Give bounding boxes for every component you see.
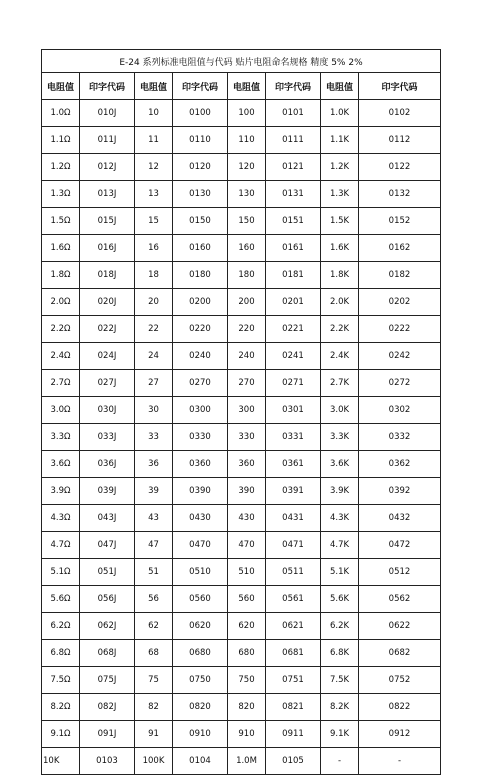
code-cell: 0102 <box>359 100 441 127</box>
resistance-cell: 9.1Ω <box>42 721 80 748</box>
resistance-cell: 360 <box>228 451 266 478</box>
resistance-cell: 1.1Ω <box>42 127 80 154</box>
code-cell: 0622 <box>359 613 441 640</box>
table-title-row <box>42 50 441 73</box>
resistance-cell: 2.4K <box>321 343 359 370</box>
resistance-cell: 220 <box>228 316 266 343</box>
code-cell: 082J <box>80 694 135 721</box>
code-cell: 0200 <box>173 289 228 316</box>
code-cell: 0222 <box>359 316 441 343</box>
code-cell: 0201 <box>266 289 321 316</box>
resistance-cell: 9.1K <box>321 721 359 748</box>
code-cell: 0150 <box>173 208 228 235</box>
resistance-cell: 2.0Ω <box>42 289 80 316</box>
header-code: 印字代码 <box>80 73 135 100</box>
code-cell: 0392 <box>359 478 441 505</box>
table-row <box>42 505 441 532</box>
resistance-cell: 24 <box>135 343 173 370</box>
code-cell: 0270 <box>173 370 228 397</box>
table-row <box>42 424 441 451</box>
resistance-cell: 1.5K <box>321 208 359 235</box>
table-row <box>42 451 441 478</box>
code-cell: 0180 <box>173 262 228 289</box>
resistance-cell: 3.6Ω <box>42 451 80 478</box>
table-row <box>42 154 441 181</box>
code-cell: 0151 <box>266 208 321 235</box>
code-cell: 062J <box>80 613 135 640</box>
code-cell: 0431 <box>266 505 321 532</box>
header-resistance: 电阻值 <box>228 73 266 100</box>
header-code: 印字代码 <box>173 73 228 100</box>
code-cell: 0621 <box>266 613 321 640</box>
resistance-cell: 91 <box>135 721 173 748</box>
resistance-cell: 3.9Ω <box>42 478 80 505</box>
code-cell: 0101 <box>266 100 321 127</box>
header-code: 印字代码 <box>359 73 441 100</box>
resistance-cell: 5.6K <box>321 586 359 613</box>
code-cell: 0820 <box>173 694 228 721</box>
code-cell: 020J <box>80 289 135 316</box>
code-cell: 075J <box>80 667 135 694</box>
resistance-cell: 560 <box>228 586 266 613</box>
code-cell: 024J <box>80 343 135 370</box>
code-cell: 0751 <box>266 667 321 694</box>
resistance-cell: 130 <box>228 181 266 208</box>
resistance-cell: 1.3K <box>321 181 359 208</box>
resistance-cell: 820 <box>228 694 266 721</box>
resistance-cell: 390 <box>228 478 266 505</box>
resistance-cell: 2.2Ω <box>42 316 80 343</box>
code-cell: 039J <box>80 478 135 505</box>
resistance-cell: 2.0K <box>321 289 359 316</box>
resistor-code-sheet <box>41 49 441 775</box>
resistance-cell: 75 <box>135 667 173 694</box>
resistance-cell: 910 <box>228 721 266 748</box>
code-cell: 0391 <box>266 478 321 505</box>
table-row <box>42 667 441 694</box>
code-cell: 0122 <box>359 154 441 181</box>
code-cell: 0162 <box>359 235 441 262</box>
code-cell: 0132 <box>359 181 441 208</box>
resistance-cell: 160 <box>228 235 266 262</box>
resistance-cell: 15 <box>135 208 173 235</box>
resistance-cell: 4.3Ω <box>42 505 80 532</box>
code-cell: 0910 <box>173 721 228 748</box>
table-row <box>42 127 441 154</box>
code-cell: 0821 <box>266 694 321 721</box>
code-cell: 027J <box>80 370 135 397</box>
resistor-code-table <box>41 49 441 775</box>
table-row <box>42 181 441 208</box>
resistance-cell: 2.4Ω <box>42 343 80 370</box>
code-cell: 011J <box>80 127 135 154</box>
code-cell: 0432 <box>359 505 441 532</box>
resistance-cell: 100K <box>135 748 173 775</box>
resistance-cell: 7.5Ω <box>42 667 80 694</box>
code-cell: 036J <box>80 451 135 478</box>
table-header-row <box>42 73 441 100</box>
resistance-cell: 180 <box>228 262 266 289</box>
resistance-cell: 6.8K <box>321 640 359 667</box>
table-row <box>42 370 441 397</box>
header-code: 印字代码 <box>266 73 321 100</box>
resistance-cell: 2.7Ω <box>42 370 80 397</box>
code-cell: 0330 <box>173 424 228 451</box>
code-cell: 0121 <box>266 154 321 181</box>
resistance-cell: 3.3K <box>321 424 359 451</box>
table-row <box>42 397 441 424</box>
code-cell: 0752 <box>359 667 441 694</box>
table-row <box>42 559 441 586</box>
code-cell: 091J <box>80 721 135 748</box>
resistance-cell: 33 <box>135 424 173 451</box>
code-cell: 0911 <box>266 721 321 748</box>
resistance-cell: 4.7K <box>321 532 359 559</box>
code-cell: 068J <box>80 640 135 667</box>
code-cell: 0430 <box>173 505 228 532</box>
table-row <box>42 640 441 667</box>
resistance-cell: 680 <box>228 640 266 667</box>
resistance-cell: 30 <box>135 397 173 424</box>
resistance-cell: 20 <box>135 289 173 316</box>
resistance-cell: 56 <box>135 586 173 613</box>
resistance-cell: 4.3K <box>321 505 359 532</box>
table-row <box>42 289 441 316</box>
resistance-cell: 82 <box>135 694 173 721</box>
code-cell: 0182 <box>359 262 441 289</box>
code-cell: 0220 <box>173 316 228 343</box>
resistance-cell: 68 <box>135 640 173 667</box>
resistance-cell: 8.2K <box>321 694 359 721</box>
code-cell: 051J <box>80 559 135 586</box>
resistance-cell: 13 <box>135 181 173 208</box>
code-cell: 0160 <box>173 235 228 262</box>
table-row <box>42 208 441 235</box>
resistance-cell: 430 <box>228 505 266 532</box>
resistance-cell: 10 <box>135 100 173 127</box>
code-cell: 015J <box>80 208 135 235</box>
code-cell: 0470 <box>173 532 228 559</box>
code-cell: 0331 <box>266 424 321 451</box>
header-resistance: 电阻值 <box>321 73 359 100</box>
resistance-cell: 620 <box>228 613 266 640</box>
resistance-cell: 36 <box>135 451 173 478</box>
code-cell: 0103 <box>80 748 135 775</box>
resistance-cell: 100 <box>228 100 266 127</box>
resistance-cell: 51 <box>135 559 173 586</box>
code-cell: 0512 <box>359 559 441 586</box>
code-cell: 0161 <box>266 235 321 262</box>
resistance-cell: 1.0Ω <box>42 100 80 127</box>
code-cell: 0241 <box>266 343 321 370</box>
resistance-cell: 3.9K <box>321 478 359 505</box>
code-cell: 0202 <box>359 289 441 316</box>
code-cell: 0242 <box>359 343 441 370</box>
resistance-cell: 11 <box>135 127 173 154</box>
resistance-cell: 3.6K <box>321 451 359 478</box>
resistance-cell: 62 <box>135 613 173 640</box>
resistance-cell: 1.2K <box>321 154 359 181</box>
table-row <box>42 613 441 640</box>
code-cell: 016J <box>80 235 135 262</box>
resistance-cell: 1.0K <box>321 100 359 127</box>
header-resistance: 电阻值 <box>42 73 80 100</box>
resistance-cell: 43 <box>135 505 173 532</box>
resistance-cell: - <box>321 748 359 775</box>
resistance-cell: 6.2Ω <box>42 613 80 640</box>
code-cell: 0390 <box>173 478 228 505</box>
code-cell: 0620 <box>173 613 228 640</box>
resistance-cell: 3.3Ω <box>42 424 80 451</box>
code-cell: 0562 <box>359 586 441 613</box>
code-cell: 056J <box>80 586 135 613</box>
resistance-cell: 6.2K <box>321 613 359 640</box>
resistance-cell: 1.1K <box>321 127 359 154</box>
table-row <box>42 694 441 721</box>
table-row-last <box>42 748 441 775</box>
code-cell: 0301 <box>266 397 321 424</box>
resistance-cell: 510 <box>228 559 266 586</box>
resistance-cell: 2.7K <box>321 370 359 397</box>
code-cell: 0100 <box>173 100 228 127</box>
code-cell: 0120 <box>173 154 228 181</box>
resistance-cell: 1.3Ω <box>42 181 80 208</box>
table-row <box>42 586 441 613</box>
resistance-cell: 5.6Ω <box>42 586 80 613</box>
table-row <box>42 532 441 559</box>
code-cell: 012J <box>80 154 135 181</box>
code-cell: 0912 <box>359 721 441 748</box>
code-cell: 0271 <box>266 370 321 397</box>
resistance-cell: 22 <box>135 316 173 343</box>
resistance-cell: 4.7Ω <box>42 532 80 559</box>
code-cell: 0681 <box>266 640 321 667</box>
code-cell: 0472 <box>359 532 441 559</box>
code-cell: 0131 <box>266 181 321 208</box>
code-cell: 0181 <box>266 262 321 289</box>
code-cell: 0561 <box>266 586 321 613</box>
code-cell: 0361 <box>266 451 321 478</box>
resistance-cell: 150 <box>228 208 266 235</box>
resistance-cell: 1.6K <box>321 235 359 262</box>
resistance-cell: 10K <box>42 748 80 775</box>
resistance-cell: 1.2Ω <box>42 154 80 181</box>
resistance-cell: 750 <box>228 667 266 694</box>
code-cell: - <box>359 748 441 775</box>
code-cell: 043J <box>80 505 135 532</box>
resistance-cell: 1.5Ω <box>42 208 80 235</box>
table-row <box>42 262 441 289</box>
resistance-cell: 12 <box>135 154 173 181</box>
code-cell: 0471 <box>266 532 321 559</box>
code-cell: 0332 <box>359 424 441 451</box>
resistance-cell: 120 <box>228 154 266 181</box>
code-cell: 0360 <box>173 451 228 478</box>
code-cell: 0272 <box>359 370 441 397</box>
resistance-cell: 330 <box>228 424 266 451</box>
resistance-cell: 3.0K <box>321 397 359 424</box>
code-cell: 018J <box>80 262 135 289</box>
resistance-cell: 1.8K <box>321 262 359 289</box>
code-cell: 0362 <box>359 451 441 478</box>
code-cell: 0300 <box>173 397 228 424</box>
resistance-cell: 6.8Ω <box>42 640 80 667</box>
resistance-cell: 110 <box>228 127 266 154</box>
table-row <box>42 100 441 127</box>
resistance-cell: 200 <box>228 289 266 316</box>
resistance-cell: 240 <box>228 343 266 370</box>
header-resistance: 电阻值 <box>135 73 173 100</box>
code-cell: 030J <box>80 397 135 424</box>
code-cell: 0105 <box>266 748 321 775</box>
resistance-cell: 47 <box>135 532 173 559</box>
code-cell: 0680 <box>173 640 228 667</box>
code-cell: 0112 <box>359 127 441 154</box>
code-cell: 010J <box>80 100 135 127</box>
code-cell: 022J <box>80 316 135 343</box>
resistance-cell: 3.0Ω <box>42 397 80 424</box>
resistance-cell: 1.6Ω <box>42 235 80 262</box>
resistance-cell: 5.1Ω <box>42 559 80 586</box>
code-cell: 0130 <box>173 181 228 208</box>
resistance-cell: 470 <box>228 532 266 559</box>
code-cell: 0560 <box>173 586 228 613</box>
table-row <box>42 721 441 748</box>
code-cell: 0221 <box>266 316 321 343</box>
table-row <box>42 478 441 505</box>
resistance-cell: 1.0M <box>228 748 266 775</box>
resistance-cell: 39 <box>135 478 173 505</box>
code-cell: 0240 <box>173 343 228 370</box>
table-title: E-24 系列标准电阻值与代码 贴片电阻命名规格 精度 5% 2% <box>42 50 441 73</box>
code-cell: 0511 <box>266 559 321 586</box>
resistance-cell: 1.8Ω <box>42 262 80 289</box>
resistance-cell: 5.1K <box>321 559 359 586</box>
resistance-cell: 18 <box>135 262 173 289</box>
code-cell: 033J <box>80 424 135 451</box>
code-cell: 0682 <box>359 640 441 667</box>
resistance-cell: 270 <box>228 370 266 397</box>
code-cell: 0104 <box>173 748 228 775</box>
resistance-cell: 2.2K <box>321 316 359 343</box>
code-cell: 0152 <box>359 208 441 235</box>
code-cell: 0750 <box>173 667 228 694</box>
code-cell: 0110 <box>173 127 228 154</box>
resistance-cell: 16 <box>135 235 173 262</box>
code-cell: 0510 <box>173 559 228 586</box>
resistance-cell: 300 <box>228 397 266 424</box>
resistance-cell: 8.2Ω <box>42 694 80 721</box>
code-cell: 0111 <box>266 127 321 154</box>
table-row <box>42 343 441 370</box>
table-row <box>42 235 441 262</box>
code-cell: 047J <box>80 532 135 559</box>
table-row <box>42 316 441 343</box>
code-cell: 0302 <box>359 397 441 424</box>
code-cell: 0822 <box>359 694 441 721</box>
resistance-cell: 27 <box>135 370 173 397</box>
code-cell: 013J <box>80 181 135 208</box>
resistance-cell: 7.5K <box>321 667 359 694</box>
